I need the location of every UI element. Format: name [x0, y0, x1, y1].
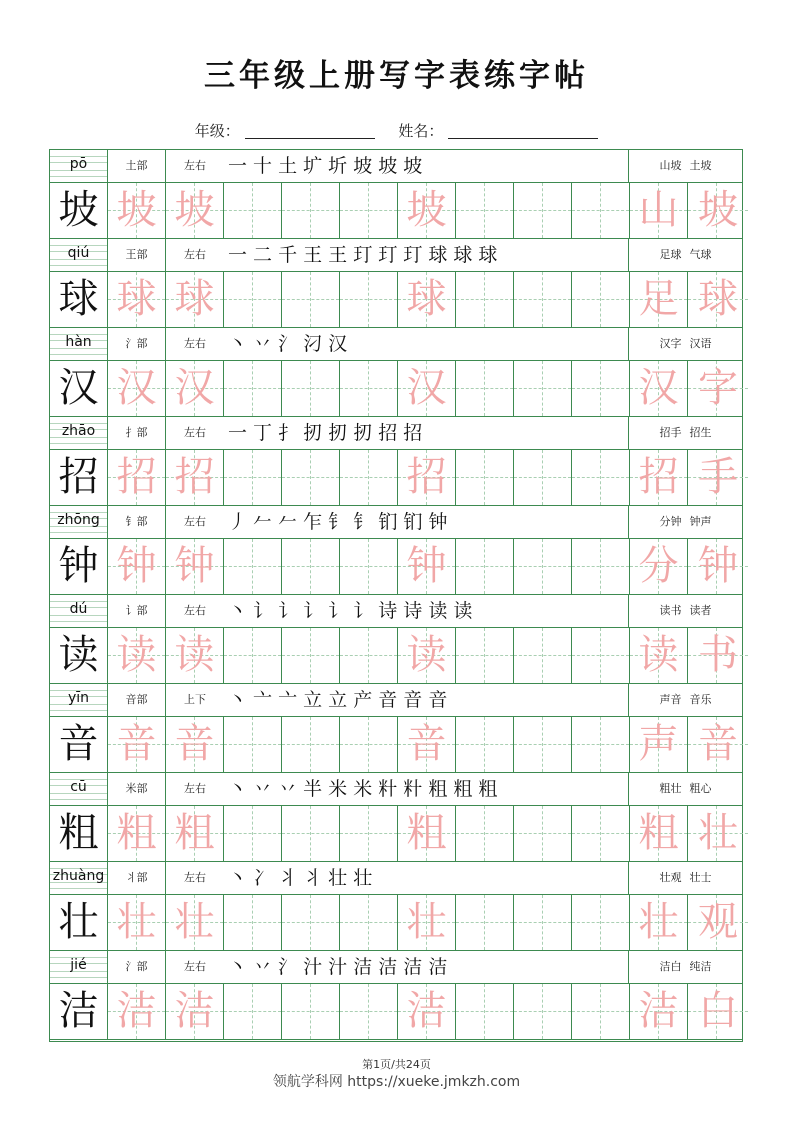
trace-char-cell[interactable]	[398, 628, 456, 683]
pinyin-box	[50, 506, 108, 538]
example-words	[628, 862, 742, 894]
trace-char: 钟	[406, 543, 447, 589]
word-trace-cell[interactable]	[688, 272, 748, 327]
grade-field[interactable]	[245, 124, 375, 139]
trace-char-cell[interactable]	[108, 628, 166, 683]
structure: 左右	[184, 871, 206, 884]
trace-char-cell[interactable]	[108, 984, 166, 1039]
pinyin-box	[50, 684, 108, 716]
trace-char: 粗	[116, 810, 157, 856]
model-char: 球	[58, 276, 99, 322]
practice-row	[50, 538, 742, 595]
trace-char-cell[interactable]	[108, 717, 166, 772]
pinyin-box	[50, 417, 108, 449]
radical: 氵部	[108, 951, 166, 983]
structure: 左右	[184, 515, 206, 528]
practice-cell[interactable]	[340, 272, 398, 327]
practice-grid	[49, 149, 743, 1042]
stroke-order: 丶 丷 氵 汁 汁 洁 洁 洁 洁	[228, 956, 448, 978]
trace-char: 读	[116, 632, 157, 678]
word-trace-cell[interactable]	[688, 895, 748, 950]
trace-char-cell[interactable]	[166, 450, 224, 505]
word-trace-cell[interactable]	[630, 628, 688, 683]
model-char: 钟	[58, 543, 99, 589]
radical: 讠部	[108, 595, 166, 627]
practice-cell[interactable]	[514, 539, 572, 594]
trace-char: 球	[174, 276, 215, 322]
pinyin: zhāo	[61, 423, 96, 439]
pinyin-box	[50, 773, 108, 805]
trace-char: 壮	[406, 899, 447, 945]
model-char: 汉	[58, 365, 99, 411]
practice-row	[50, 805, 742, 862]
practice-cell[interactable]	[340, 628, 398, 683]
trace-char: 足	[638, 276, 679, 322]
trace-char-cell[interactable]	[108, 539, 166, 594]
pinyin-box	[50, 595, 108, 627]
stroke-order: 丶 讠 讠 讠 讠 讠 诗 诗 读 读	[228, 600, 473, 622]
trace-char: 分	[638, 543, 679, 589]
structure: 左右	[184, 337, 206, 350]
practice-cell[interactable]	[456, 806, 514, 861]
page-title: 三年级上册写字表练字帖	[204, 58, 589, 94]
practice-cell[interactable]	[456, 895, 514, 950]
practice-cell[interactable]	[572, 628, 630, 683]
stroke-order: 一 丁 扌 扨 扨 扨 招 招	[228, 422, 423, 444]
practice-row	[50, 627, 742, 684]
model-char-cell[interactable]	[50, 272, 108, 327]
trace-char: 洁	[638, 988, 679, 1034]
word-trace-cell[interactable]	[688, 450, 748, 505]
word-trace-cell[interactable]	[688, 539, 748, 594]
practice-cell[interactable]	[456, 450, 514, 505]
trace-char-cell[interactable]	[108, 183, 166, 238]
trace-char: 洁	[116, 988, 157, 1034]
practice-cell[interactable]	[456, 984, 514, 1039]
word-trace-cell[interactable]	[630, 450, 688, 505]
practice-cell[interactable]	[456, 628, 514, 683]
trace-char: 坡	[406, 187, 447, 233]
pinyin-box	[50, 150, 108, 182]
structure: 左右	[184, 248, 206, 261]
model-char-cell[interactable]	[50, 628, 108, 683]
pinyin-box	[50, 328, 108, 360]
practice-cell[interactable]	[572, 806, 630, 861]
model-char-cell[interactable]	[50, 984, 108, 1039]
practice-cell[interactable]	[282, 539, 340, 594]
practice-cell[interactable]	[514, 984, 572, 1039]
word-trace-cell[interactable]	[630, 717, 688, 772]
practice-row	[50, 271, 742, 328]
practice-cell[interactable]	[224, 717, 282, 772]
trace-char: 壮	[174, 899, 215, 945]
structure: 左右	[184, 960, 206, 973]
pinyin: zhōng	[57, 512, 100, 528]
structure: 左右	[184, 604, 206, 617]
practice-cell[interactable]	[340, 895, 398, 950]
trace-char: 球	[116, 276, 157, 322]
practice-cell[interactable]	[224, 806, 282, 861]
trace-char: 读	[406, 632, 447, 678]
trace-char-cell[interactable]	[398, 450, 456, 505]
model-char-cell[interactable]	[50, 806, 108, 861]
trace-char-cell[interactable]	[398, 272, 456, 327]
practice-cell[interactable]	[282, 806, 340, 861]
trace-char: 球	[406, 276, 447, 322]
trace-char: 书	[698, 632, 738, 678]
trace-char: 坡	[698, 187, 738, 233]
stroke-order: 丶 亠 亠 立 立 产 音 音 音	[228, 689, 448, 711]
trace-char-cell[interactable]	[398, 361, 456, 416]
example-word: 气球	[689, 248, 712, 261]
word-trace-cell[interactable]	[688, 628, 748, 683]
practice-cell[interactable]	[572, 984, 630, 1039]
example-word: 声音	[659, 693, 682, 706]
practice-cell[interactable]	[282, 984, 340, 1039]
example-word: 纯洁	[689, 960, 712, 973]
trace-char: 读	[174, 632, 215, 678]
trace-char: 白	[698, 988, 738, 1034]
char-header-row	[50, 773, 742, 805]
trace-char: 粗	[406, 810, 447, 856]
word-trace-cell[interactable]	[688, 717, 748, 772]
practice-cell[interactable]	[456, 361, 514, 416]
char-header-row	[50, 506, 742, 538]
practice-cell[interactable]	[456, 539, 514, 594]
radical: 土部	[108, 150, 166, 182]
example-word: 音乐	[689, 693, 712, 706]
practice-cell[interactable]	[282, 628, 340, 683]
example-word: 土坡	[689, 159, 712, 172]
example-word: 汉字	[659, 337, 682, 350]
practice-row	[50, 716, 742, 773]
trace-char-cell[interactable]	[108, 806, 166, 861]
trace-char: 坡	[174, 187, 215, 233]
example-words	[628, 150, 742, 182]
trace-char: 手	[698, 454, 738, 500]
radical: 丬部	[108, 862, 166, 894]
example-words	[628, 684, 742, 716]
practice-cell[interactable]	[572, 717, 630, 772]
footer-site: 领航学科网 https://xueke.jmkzh.com	[272, 1074, 521, 1090]
practice-cell[interactable]	[456, 717, 514, 772]
example-word: 洁白	[659, 960, 682, 973]
practice-cell[interactable]	[224, 361, 282, 416]
model-char-cell[interactable]	[50, 183, 108, 238]
practice-cell[interactable]	[224, 450, 282, 505]
student-info	[0, 120, 793, 141]
word-trace-cell[interactable]	[630, 272, 688, 327]
trace-char: 音	[174, 721, 215, 767]
trace-char-cell[interactable]	[108, 895, 166, 950]
trace-char-cell[interactable]	[108, 272, 166, 327]
char-header-row	[50, 150, 742, 182]
practice-cell[interactable]	[514, 895, 572, 950]
practice-row	[50, 449, 742, 506]
practice-cell[interactable]	[572, 361, 630, 416]
pinyin-box	[50, 862, 108, 894]
example-word: 招手	[659, 426, 682, 439]
practice-cell[interactable]	[340, 806, 398, 861]
char-header-row	[50, 595, 742, 627]
practice-cell[interactable]	[514, 183, 572, 238]
trace-char-cell[interactable]	[166, 895, 224, 950]
practice-cell[interactable]	[572, 895, 630, 950]
grade-label: 年级：	[194, 122, 240, 140]
char-header-row	[50, 951, 742, 983]
practice-row	[50, 360, 742, 417]
trace-char: 壮	[116, 899, 157, 945]
radical: 音部	[108, 684, 166, 716]
trace-char-cell[interactable]	[398, 539, 456, 594]
trace-char: 汉	[116, 365, 157, 411]
trace-char: 汉	[174, 365, 215, 411]
trace-char: 招	[116, 454, 157, 500]
trace-char-cell[interactable]	[398, 806, 456, 861]
pinyin: zhuàng	[52, 868, 105, 884]
trace-char-cell[interactable]	[108, 361, 166, 416]
pinyin: jié	[70, 957, 87, 973]
trace-char-cell[interactable]	[166, 183, 224, 238]
word-trace-cell[interactable]	[688, 806, 748, 861]
practice-cell[interactable]	[514, 361, 572, 416]
trace-char: 钟	[116, 543, 157, 589]
practice-cell[interactable]	[572, 183, 630, 238]
trace-char: 招	[406, 454, 447, 500]
trace-char: 汉	[638, 365, 679, 411]
pinyin: hàn	[65, 334, 92, 350]
radical: 钅部	[108, 506, 166, 538]
trace-char: 壮	[698, 810, 738, 856]
example-word: 分钟	[659, 515, 682, 528]
stroke-order: 丿 𠂉 𠂉 乍 钅 钅 钔 钔 钟	[228, 511, 448, 533]
stroke-order: 丶 丷 丷 半 米 米 籵 籵 粗 粗 粗	[228, 778, 498, 800]
example-words	[628, 595, 742, 627]
practice-cell[interactable]	[224, 539, 282, 594]
practice-cell[interactable]	[282, 895, 340, 950]
trace-char: 音	[116, 721, 157, 767]
model-char: 坡	[58, 187, 99, 233]
example-word: 粗壮	[659, 782, 682, 795]
pinyin-box	[50, 951, 108, 983]
practice-cell[interactable]	[282, 450, 340, 505]
example-word: 足球	[659, 248, 682, 261]
practice-row	[50, 983, 742, 1040]
example-word: 壮士	[689, 871, 712, 884]
trace-char: 声	[638, 721, 679, 767]
word-trace-cell[interactable]	[688, 984, 748, 1039]
practice-cell[interactable]	[282, 272, 340, 327]
structure: 左右	[184, 782, 206, 795]
trace-char-cell[interactable]	[398, 984, 456, 1039]
word-trace-cell[interactable]	[630, 539, 688, 594]
practice-cell[interactable]	[514, 450, 572, 505]
practice-row	[50, 182, 742, 239]
practice-cell[interactable]	[282, 717, 340, 772]
trace-char-cell[interactable]	[166, 984, 224, 1039]
practice-cell[interactable]	[572, 450, 630, 505]
model-char-cell[interactable]	[50, 450, 108, 505]
practice-cell[interactable]	[456, 272, 514, 327]
char-header-row	[50, 328, 742, 360]
name-field[interactable]	[448, 124, 598, 139]
example-words	[628, 328, 742, 360]
name-label: 姓名：	[398, 122, 444, 140]
word-trace-cell[interactable]	[630, 806, 688, 861]
word-trace-cell[interactable]	[688, 183, 748, 238]
example-words	[628, 773, 742, 805]
practice-cell[interactable]	[282, 361, 340, 416]
practice-cell[interactable]	[224, 984, 282, 1039]
structure: 左右	[184, 426, 206, 439]
practice-cell[interactable]	[572, 272, 630, 327]
trace-char: 音	[698, 721, 738, 767]
practice-cell[interactable]	[340, 717, 398, 772]
char-header-row	[50, 417, 742, 449]
char-header-row	[50, 239, 742, 271]
practice-row	[50, 894, 742, 951]
example-word: 壮观	[659, 871, 682, 884]
practice-cell[interactable]	[224, 272, 282, 327]
structure: 左右	[184, 159, 206, 172]
pinyin: cū	[70, 779, 87, 795]
trace-char: 粗	[174, 810, 215, 856]
trace-char: 钟	[698, 543, 738, 589]
model-char: 读	[58, 632, 99, 678]
word-trace-cell[interactable]	[630, 183, 688, 238]
footer-page: 第1页/共24页	[362, 1058, 431, 1071]
trace-char: 粗	[638, 810, 679, 856]
char-header-row	[50, 684, 742, 716]
trace-char-cell[interactable]	[166, 539, 224, 594]
trace-char: 山	[638, 187, 679, 233]
trace-char: 壮	[638, 899, 679, 945]
practice-cell[interactable]	[224, 628, 282, 683]
model-char-cell[interactable]	[50, 361, 108, 416]
stroke-order: 丶 丷 氵 汈 汉	[228, 333, 348, 355]
word-trace-cell[interactable]	[688, 361, 748, 416]
example-word: 粗心	[689, 782, 712, 795]
model-char: 洁	[58, 988, 99, 1034]
stroke-order: 一 二 千 王 王 玎 玎 玎 球 球 球	[228, 244, 498, 266]
practice-cell[interactable]	[340, 450, 398, 505]
example-word: 山坡	[659, 159, 682, 172]
example-words	[628, 951, 742, 983]
practice-cell[interactable]	[340, 539, 398, 594]
trace-char-cell[interactable]	[166, 628, 224, 683]
pinyin: pō	[69, 156, 88, 172]
trace-char: 球	[698, 276, 738, 322]
trace-char: 音	[406, 721, 447, 767]
practice-cell[interactable]	[514, 806, 572, 861]
pinyin: yīn	[67, 690, 90, 706]
stroke-order: 一 十 土 圹 圻 坡 坡 坡	[228, 155, 423, 177]
trace-char: 坡	[116, 187, 157, 233]
practice-cell[interactable]	[340, 361, 398, 416]
trace-char-cell[interactable]	[398, 895, 456, 950]
radical: 氵部	[108, 328, 166, 360]
pinyin: dú	[69, 601, 88, 617]
practice-cell[interactable]	[282, 183, 340, 238]
model-char: 壮	[58, 899, 99, 945]
pinyin-box	[50, 239, 108, 271]
model-char-cell[interactable]	[50, 895, 108, 950]
practice-cell[interactable]	[340, 984, 398, 1039]
trace-char-cell[interactable]	[166, 717, 224, 772]
trace-char: 汉	[406, 365, 447, 411]
model-char: 招	[58, 454, 99, 500]
trace-char: 招	[174, 454, 215, 500]
practice-cell[interactable]	[514, 628, 572, 683]
example-words	[628, 506, 742, 538]
practice-cell[interactable]	[572, 539, 630, 594]
example-word: 招生	[689, 426, 712, 439]
radical: 王部	[108, 239, 166, 271]
model-char-cell[interactable]	[50, 539, 108, 594]
trace-char-cell[interactable]	[108, 450, 166, 505]
example-words	[628, 417, 742, 449]
practice-cell[interactable]	[224, 895, 282, 950]
trace-char: 洁	[406, 988, 447, 1034]
trace-char-cell[interactable]	[166, 806, 224, 861]
trace-char: 读	[638, 632, 679, 678]
stroke-order: 丶 冫 丬 丬 壮 壮	[228, 867, 373, 889]
char-header-row	[50, 862, 742, 894]
practice-cell[interactable]	[340, 183, 398, 238]
example-word: 汉语	[689, 337, 712, 350]
trace-char: 招	[638, 454, 679, 500]
trace-char-cell[interactable]	[398, 183, 456, 238]
example-word: 钟声	[689, 515, 712, 528]
pinyin: qiú	[67, 245, 90, 261]
trace-char-cell[interactable]	[166, 272, 224, 327]
practice-cell[interactable]	[514, 717, 572, 772]
model-char: 粗	[58, 810, 99, 856]
example-word: 读书	[659, 604, 682, 617]
model-char-cell[interactable]	[50, 717, 108, 772]
trace-char: 洁	[174, 988, 215, 1034]
trace-char: 字	[698, 365, 738, 411]
practice-cell[interactable]	[514, 272, 572, 327]
practice-cell[interactable]	[224, 183, 282, 238]
model-char: 音	[58, 721, 99, 767]
structure: 上下	[184, 693, 206, 706]
radical: 扌部	[108, 417, 166, 449]
example-word: 读者	[689, 604, 712, 617]
example-words	[628, 239, 742, 271]
trace-char-cell[interactable]	[166, 361, 224, 416]
word-trace-cell[interactable]	[630, 361, 688, 416]
trace-char-cell[interactable]	[398, 717, 456, 772]
trace-char: 钟	[174, 543, 215, 589]
trace-char: 观	[698, 899, 738, 945]
practice-cell[interactable]	[456, 183, 514, 238]
radical: 米部	[108, 773, 166, 805]
word-trace-cell[interactable]	[630, 895, 688, 950]
word-trace-cell[interactable]	[630, 984, 688, 1039]
